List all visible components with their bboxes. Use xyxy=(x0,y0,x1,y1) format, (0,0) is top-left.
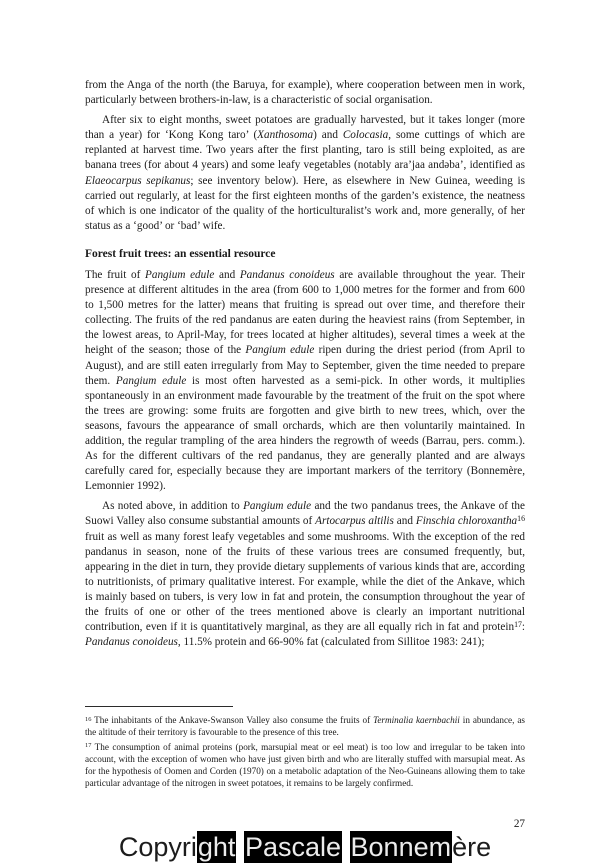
footnotes-section xyxy=(85,706,525,790)
paragraph-sweet-potatoes: After six to eight months, sweet potatoes are gradually harvested, but it takes longer (more than a year) for ‘Kong Kong taro’ (Xanthosoma) and Colocasia, some cuttings of which are replanted at harvest time. Two years after the first planting, taro is still being exploited, as are banana trees (for about 4 years) and some leafy vegetables (notably ara’jaa andəba’, identified as Elaeocarpus sepikanus; see inventory below). Here, as elsewhere in New Guinea, weeding is carried out regularly, at least for the first eighteen months of the garden’s existence, the neatness of which is one indicator of the quality of the horticulturalist’s work and, more generally, of her status as a ‘good’ or ‘bad’ wife. xyxy=(85,114,526,232)
copyright-watermark: Copyright Pascale Bonnemère xyxy=(118,832,492,862)
page-body xyxy=(85,78,525,650)
paragraph-nutrition: As noted above, in addition to Pangium edule and the two pandanus trees, the Ankave of the Suowi Valley also consume substantial amounts of Artocarpus altilis and Finschia chloroxantha$^{16}$ fruit as well as many forest leafy vegetables and some mushrooms. With the exception of the red pandanus in season, none of the fruits of these various trees are consumed frequently, but, appearing in the diet in turn, they provide dietary supplements of various kinds that are, according to nutritionists, of primary qualitative interest. For example, while the diet of the Ankave, which is mainly based on tubers, is very low in fat and protein, the consumption throughout the year of the fruits of one or other of the trees mentioned above is clearly an important nutritional contribution, even if it is quantitatively marginal, as they are all equally rich in fat and protein$^{17}$: Pandanus conoideus, 11.5% protein and 66-90% fat (calculated from Sillitoe 1983: 241); xyxy=(85,500,525,649)
footnote-16: $^{16}$ The inhabitants of the Ankave-Swanson Valley also consume the fruits of Terminalia kaernbachii in abundance, as the altitude of their territory is favourable to the presence of this tree. xyxy=(85,715,525,738)
page-number: 27 xyxy=(513,818,525,830)
paragraph-continuation: from the Anga of the north (the Baruya, for example), where cooperation between men in work, particularly between brothers-in-law, is a characteristic of social organisation. xyxy=(85,79,525,107)
footnote-17: $^{17}$ The consumption of animal proteins (pork, marsupial meat or eel meat) is too low and irregular to be taken into account, with the exception of women who have just given birth and who are literally stuffed with marsupial meat. As for the hypothesis of Oomen and Corden (1970) on a metabolic adaptation of the Neo-Guineans allowing them to take particular advantage of the nitrogen in sweet potatoes, it remains to be largely confirmed. xyxy=(85,741,525,789)
footnote-separator xyxy=(85,706,233,707)
section-heading: Forest fruit trees: an essential resource xyxy=(85,247,276,260)
paragraph-forest-fruit: The fruit of Pangium edule and Pandanus conoideus are available throughout the year. Their presence at different altitudes in the area (from 600 to 1,000 metres for the former and from 600 to 1,500 metres for the latter) means that fruiting is spread out over time, and therefore their collecting. The fruits of the red pandanus are eaten during the heaviest rains (from September, in the lowest areas, to April-May, for trees located at higher altitudes), several times a week at the height of the season; those of the Pangium edule ripen during the driest period (from April to August), and are still eaten irregularly from May to September, given the time needed to prepare them. Pangium edule is most often harvested as a semi-pick. In other words, it multiplies spontaneously in an environment made favourable by the treatment of the fruit on the spot where the trees are growing: some fruits are forgotten and give birth to new trees, which, over the seasons, favours the appearance of small orchards, which are then voluntarily maintained. In addition, the regular trampling of the area hinders the regrowth of weeds (Barrau, pers. comm.). As for the different cultivars of the red pandanus, they are generally planted and are always carefully cared for, especially because they are important markers of the territory (Bonnemère, Lemonnier 1992). xyxy=(85,268,525,493)
